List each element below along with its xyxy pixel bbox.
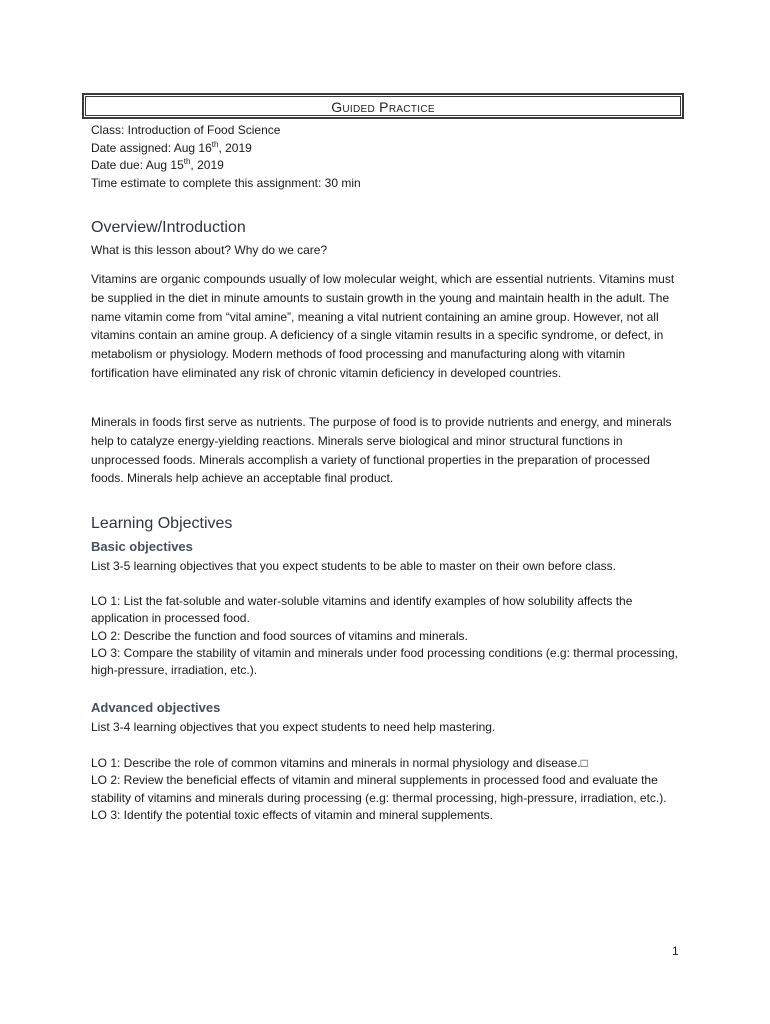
date-assigned-line bbox=[91, 140, 361, 158]
list-item: LO 3: Compare the stability of vitamin and minerals under food processing conditions (e.g: thermal processing, high-pressure, irradiation, etc.). bbox=[91, 645, 678, 678]
list-item: LO 2: Review the beneficial effects of vitamin and mineral supplements in processed food and evaluate the stability of vitamins and minerals during processing (e.g: thermal processing, high-pressure, irradiation, etc.). bbox=[91, 773, 667, 805]
overview-paragraph-minerals: Minerals in foods first serve as nutrients. The purpose of food is to provide nutrients and energy, and minerals help to catalyze energy-yielding reactions. Minerals serve biological and minor structural functions in unprocessed foods. Minerals accomplish a variety of functional properties in the preparation of processed foods. Minerals help achieve an acceptable final product. bbox=[91, 415, 672, 486]
assignment-meta bbox=[91, 122, 361, 192]
advanced-objectives-list bbox=[91, 755, 681, 824]
overview-question: What is this lesson about? Why do we care? bbox=[91, 243, 328, 257]
overview-heading: Overview/Introduction bbox=[91, 219, 246, 236]
basic-objectives-list bbox=[91, 593, 681, 679]
date-assigned-sup: th bbox=[211, 139, 219, 149]
date-due-sup: th bbox=[183, 157, 191, 166]
basic-objectives-heading: Basic objectives bbox=[91, 539, 193, 554]
date-assigned-year: , 2019 bbox=[218, 140, 252, 155]
class-line: Class: Introduction of Food Science bbox=[91, 123, 281, 137]
date-due-text: Date due: Aug 15 bbox=[91, 158, 184, 172]
list-item: LO 1: List the fat-soluble and water-soluble vitamins and identify examples of how solubility affects the application in processed food. bbox=[91, 594, 633, 626]
title-box bbox=[82, 93, 684, 119]
list-item: LO 1: Describe the role of common vitamins and minerals in normal physiology and disease.□ bbox=[91, 756, 588, 770]
list-item: LO 3: Identify the potential toxic effects of vitamin and mineral supplements. bbox=[91, 807, 493, 822]
advanced-objectives-intro: List 3-4 learning objectives that you expect students to need help mastering. bbox=[91, 720, 496, 734]
page-number: 1 bbox=[672, 944, 679, 958]
overview-paragraph-vitamins: Vitamins are organic compounds usually of low molecular weight, which are essential nutrients. Vitamins must be supplied in the diet in minute amounts to sustain growth in the young and maintain health in the adult. The name vitamin come from “vital amine”, meaning a vital nutrient containing an amine group. However, not all vitamins contain an amine group. A deficiency of a single vitamin results in a specific syndrome, or defect, in metabolism or physiology. Modern methods of food processing and manufacturing along with vitamin fortification have eliminated any risk of chronic vitamin deficiency in developed countries. bbox=[91, 272, 675, 380]
basic-objectives-intro: List 3-5 learning objectives that you expect students to be able to master on their own before class. bbox=[91, 559, 616, 573]
date-due-line bbox=[91, 157, 361, 175]
date-due-year: , 2019 bbox=[190, 158, 224, 172]
advanced-objectives-heading: Advanced objectives bbox=[91, 700, 221, 715]
time-estimate-line: Time estimate to complete this assignment: 30 min bbox=[91, 175, 361, 190]
learning-objectives-heading: Learning Objectives bbox=[91, 515, 233, 532]
list-item: LO 2: Describe the function and food sources of vitamins and minerals. bbox=[91, 628, 468, 643]
date-assigned-text: Date assigned: Aug 16 bbox=[91, 140, 212, 155]
page-title: Guided Practice bbox=[331, 99, 435, 115]
